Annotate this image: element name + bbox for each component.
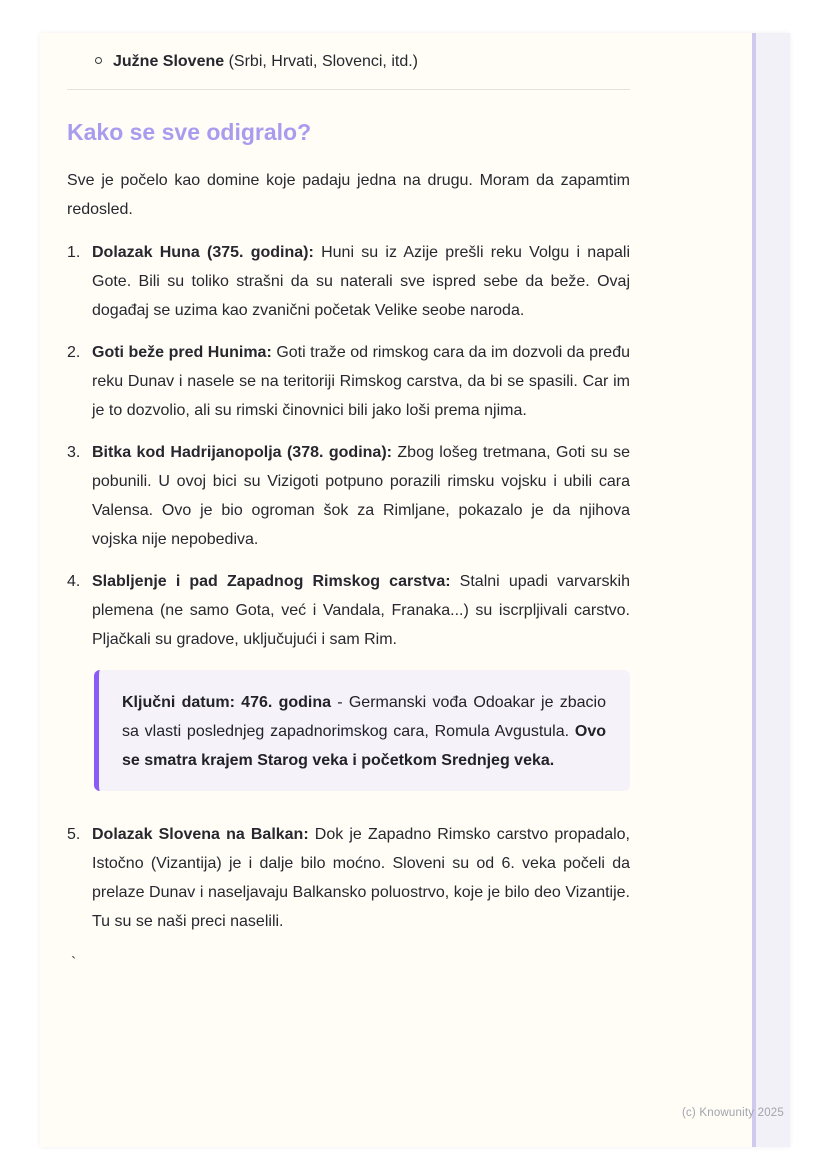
list-item [67,438,630,554]
intro-paragraph: Sve je počelo kao domine koje padaju jedna na drugu. Moram da zapamtim redosled. [67,172,630,218]
list-item-bold: Dolazak Huna (375. godina): [92,244,314,261]
list-item-number: 3. [67,444,81,461]
list-item-text [92,820,630,936]
list-item-bold: Bitka kod Hadrijanopolja (378. godina): [92,444,392,461]
section-heading: Kako se sve odigralo? [67,119,312,145]
list-item-bold: Slabljenje i pad Zapadnog Rimskog carstva: [92,573,451,590]
callout-bold-lead: Ključni datum: 476. godina [122,694,332,711]
list-item-rest: Stalni upadi varvarskih plemena (ne samo Gota, već i Vandala, Franaka...) su iscrpljivali carstvo. Pljačkali su gradove, uključujući i sam Rim. [92,573,630,648]
list-item-rest: Dok je Zapadno Rimsko carstvo propadalo, Istočno (Vizantija) je i dalje bilo moćno. Sloveni su od 6. veka počeli da prelaze Dunav i naseljavaju Balkansko poluostrvo, koje je bilo deo Vizantije. Tu su se naši preci naselili. [92,826,630,930]
bullet-item-rest: (Srbi, Hrvati, Slovenci, itd.) [224,53,418,70]
section-divider [67,89,630,90]
bullet-item-bold: Južne Slovene [113,53,225,70]
list-item-rest: Zbog lošeg tretmana, Goti su se pobunili. U ovoj bici su Vizigoti potpuno porazili rimsku vojsku i ubili cara Valensa. Ovo je bio ogroman šok za Rimljane, pokazalo je da njihova vojska nije nepobediva. [92,444,630,548]
list-item-number: 1. [67,244,81,261]
list-item [67,820,630,936]
copyright-footer: (c) Knowunity 2025 [681,1107,784,1119]
list-item [95,47,630,76]
list-item-rest: Huni su iz Azije prešli reku Volgu i napali Gote. Bili su toliko strašni da su naterali sve ispred sebe da beže. Ovaj događaj se uzima kao zvanični početak Velike seobe naroda. [92,244,630,319]
list-item-text [92,338,630,425]
list-item-text [92,438,630,554]
circle-bullet-icon [95,57,102,64]
list-item [67,238,630,325]
list-item [67,338,630,425]
bullet-item-text [113,47,418,76]
list-item [67,567,630,654]
list-item-rest: Goti traže od rimskog cara da im dozvoli da pređu reku Dunav i nasele se na teritoriji Rimskog carstva, da bi se spasili. Car im je to dozvolio, ali su rimski činovnici bili jako loši prema njima. [92,344,631,419]
list-item-bold: Dolazak Slovena na Balkan: [92,826,309,843]
list-item-text [92,567,630,654]
stray-backtick: ` [71,955,77,972]
callout-bold-end: Ovo se smatra krajem Starog veka i početkom Srednjeg veka. [122,723,606,769]
document-page [40,33,790,1147]
numbered-list [67,238,630,936]
key-date-callout [94,670,630,791]
callout-middle-text: - Germanski vođa Odoakar je zbacio sa vlasti poslednjeg zapadnorimskog cara, Romula Avgustula. [122,694,606,740]
list-item-bold: Goti beže pred Hunima: [92,344,272,361]
list-item-number: 2. [67,344,81,361]
page-content [40,33,790,978]
list-item-number: 5. [67,826,81,843]
list-item-number: 4. [67,573,81,590]
list-item-text [92,238,630,325]
